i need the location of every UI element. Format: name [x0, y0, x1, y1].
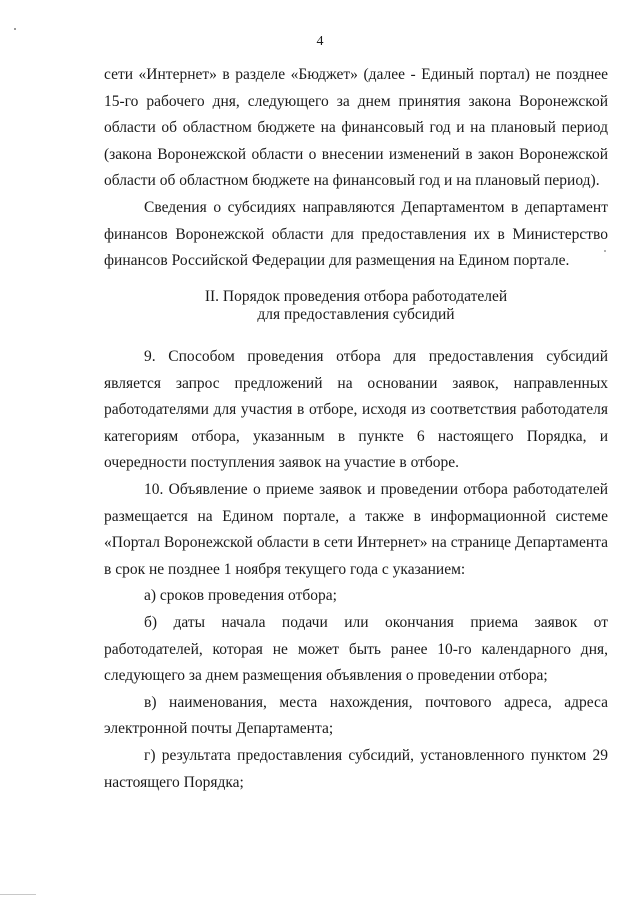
- text-block-top: [104, 62, 608, 275]
- paragraph-10: 10. Объявление о приеме заявок и проведении отбора работодателей размещается на Едином портале, а также в информационной системе «Портал Воронежской области в сети Интернет» на странице Департамента в срок не позднее 1 ноября текущего года с указанием:: [104, 480, 608, 578]
- paragraph-continuation: сети «Интернет» в разделе «Бюджет» (далее - Единый портал) не позднее 15-го рабочего дня, следующего за днем принятия закона Воронежской области об областном бюджете на финансовый год и на плановый период (закона Воронежской области о внесении изменений в закон Воронежской области об областном бюджете на финансовый год и на плановый период).: [104, 66, 608, 190]
- scan-artifact-line: [0, 894, 36, 895]
- paragraph-subsidy-info: Сведения о субсидиях направляются Департаментом в департамент финансов Воронежской области для предоставления их в Министерство финансов Российской Федерации для размещения на Едином портале.: [104, 198, 608, 270]
- list-item-a: а) сроков проведения отбора;: [144, 587, 337, 605]
- paragraph-9: 9. Способом проведения отбора для предоставления субсидий является запрос предложений на основании заявок, направленных работодателями для участия в отборе, исходя из соответствия работодателя категориям отбора, указанным в пункте 6 настоящего Порядка, и очередности поступления заявок на участие в отборе.: [104, 348, 608, 472]
- page-number: 4: [316, 34, 324, 49]
- text-block-section: [104, 344, 608, 796]
- section-heading-line-2: для предоставления субсидий: [257, 306, 455, 323]
- list-item-g: г) результата предоставления субсидий, установленного пунктом 29 настоящего Порядка;: [104, 746, 608, 791]
- section-heading: [104, 288, 608, 324]
- list-item-v: в) наименования, места нахождения, почтового адреса, адреса электронной почты Департамента;: [104, 693, 608, 738]
- list-item-b: б) даты начала подачи или окончания приема заявок от работодателей, которая не может быть ранее 10-го календарного дня, следующего за днем размещения объявления о проведении отбора;: [104, 613, 608, 685]
- scan-artifact-dot: [14, 28, 16, 30]
- scan-artifact-dot: [604, 250, 606, 252]
- section-heading-line-1: II. Порядок проведения отбора работодателей: [204, 288, 508, 305]
